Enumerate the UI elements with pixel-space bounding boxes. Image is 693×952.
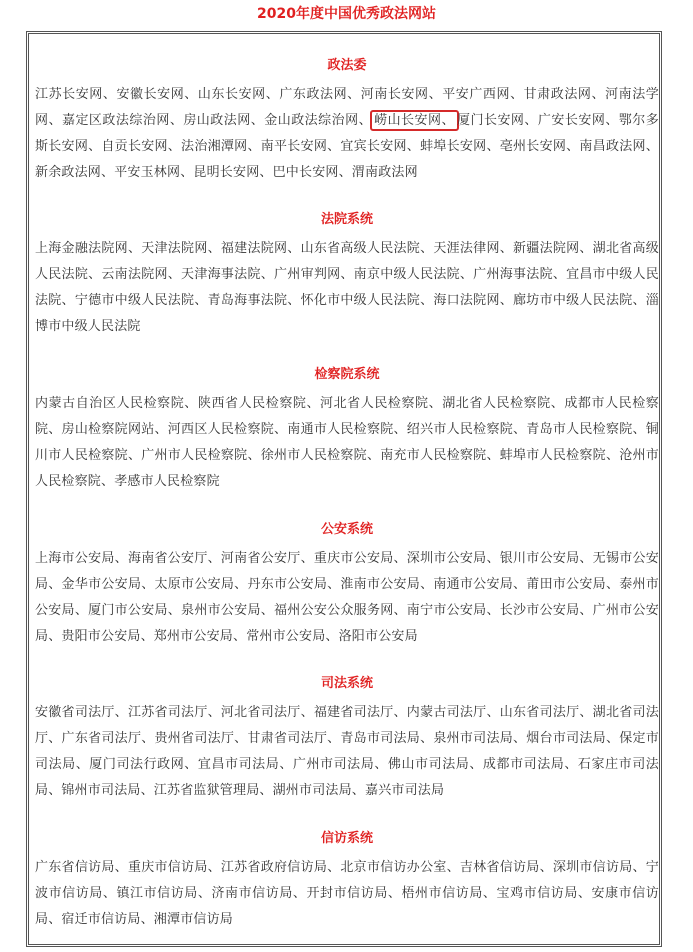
section-procuratorates <box>35 365 659 495</box>
section-body: 内蒙古自治区人民检察院、陕西省人民检察院、河北省人民检察院、湖北省人民检察院、成都市人民检察院、房山检察院网站、河西区人民检察院、南通市人民检察院、绍兴市人民检察院、青岛市人民检察院、铜川市人民检察院、广州市人民检察院、徐州市人民检察院、南充市人民检察院、蚌埠市人民检察院、沧州市人民检察院、孝感市人民检察院 <box>35 396 659 489</box>
section-courts <box>35 210 659 340</box>
section-public-security <box>35 520 659 650</box>
section-title: 政法委 <box>327 58 367 73</box>
site-list-text: 江苏长安网、安徽长安网、山东长安网、广东政法网、河南长安网、平安广西网、甘肃政法网、河南法学网、嘉定区政法综治网、房山政法网、金山政法综治网、 <box>35 87 659 128</box>
section-body: 上海市公安局、海南省公安厅、河南省公安厅、重庆市公安局、深圳市公安局、银川市公安局、无锡市公安局、金华市公安局、太原市公安局、丹东市公安局、淮南市公安局、南通市公安局、莆田市公安局、泰州市公安局、厦门市公安局、泉州市公安局、福州公安公众服务网、南宁市公安局、长沙市公安局、广州市公安局、贵阳市公安局、郑州市公安局、常州市公安局、洛阳市公安局 <box>35 551 659 644</box>
section-political-legal-committee <box>35 56 659 186</box>
section-justice <box>35 674 659 804</box>
section-body <box>35 82 659 186</box>
section-title: 法院系统 <box>320 212 373 227</box>
highlighted-site: 崂山长安网、 <box>370 110 459 131</box>
section-body: 上海金融法院网、天津法院网、福建法院网、山东省高级人民法院、天涯法律网、新疆法院网、湖北省高级人民法院、云南法院网、天津海事法院、广州审判网、南京中级人民法院、广州海事法院、宜昌市中级人民法院、宁德市中级人民法院、青岛海事法院、怀化市中级人民法院、海口法院网、廊坊市中级人民法院、淄博市中级人民法院 <box>35 241 659 334</box>
site-list-text: 厦门长安网、广安长安网、鄂尔多斯长安网、自贡长安网、法治湘潭网、南平长安网、宜宾长安网、蚌埠长安网、亳州长安网、南昌政法网、新余政法网、平安玉林网、昆明长安网、巴中长安网、渭南政法网 <box>35 113 659 180</box>
section-body: 广东省信访局、重庆市信访局、江苏省政府信访局、北京市信访办公室、吉林省信访局、深圳市信访局、宁波市信访局、镇江市信访局、济南市信访局、开封市信访局、梧州市信访局、宝鸡市信访局、安康市信访局、宿迁市信访局、湘潭市信访局 <box>35 860 659 927</box>
section-title: 公安系统 <box>320 522 373 537</box>
section-title: 信访系统 <box>320 831 373 846</box>
section-title: 司法系统 <box>320 676 373 691</box>
section-petitions <box>35 829 659 933</box>
section-body: 安徽省司法厅、江苏省司法厅、河北省司法厅、福建省司法厅、内蒙古司法厅、山东省司法厅、湖北省司法厅、广东省司法厅、贵州省司法厅、甘肃省司法厅、青岛市司法局、泉州市司法局、烟台市司法局、保定市司法局、厦门司法行政网、宜昌市司法局、广州市司法局、佛山市司法局、成都市司法局、石家庄市司法局、锦州市司法局、江苏省监狱管理局、湖州市司法局、嘉兴市司法局 <box>35 705 659 798</box>
content-frame <box>26 31 662 947</box>
section-title: 检察院系统 <box>314 367 380 382</box>
page-title: 2020年度中国优秀政法网站 <box>257 6 436 22</box>
